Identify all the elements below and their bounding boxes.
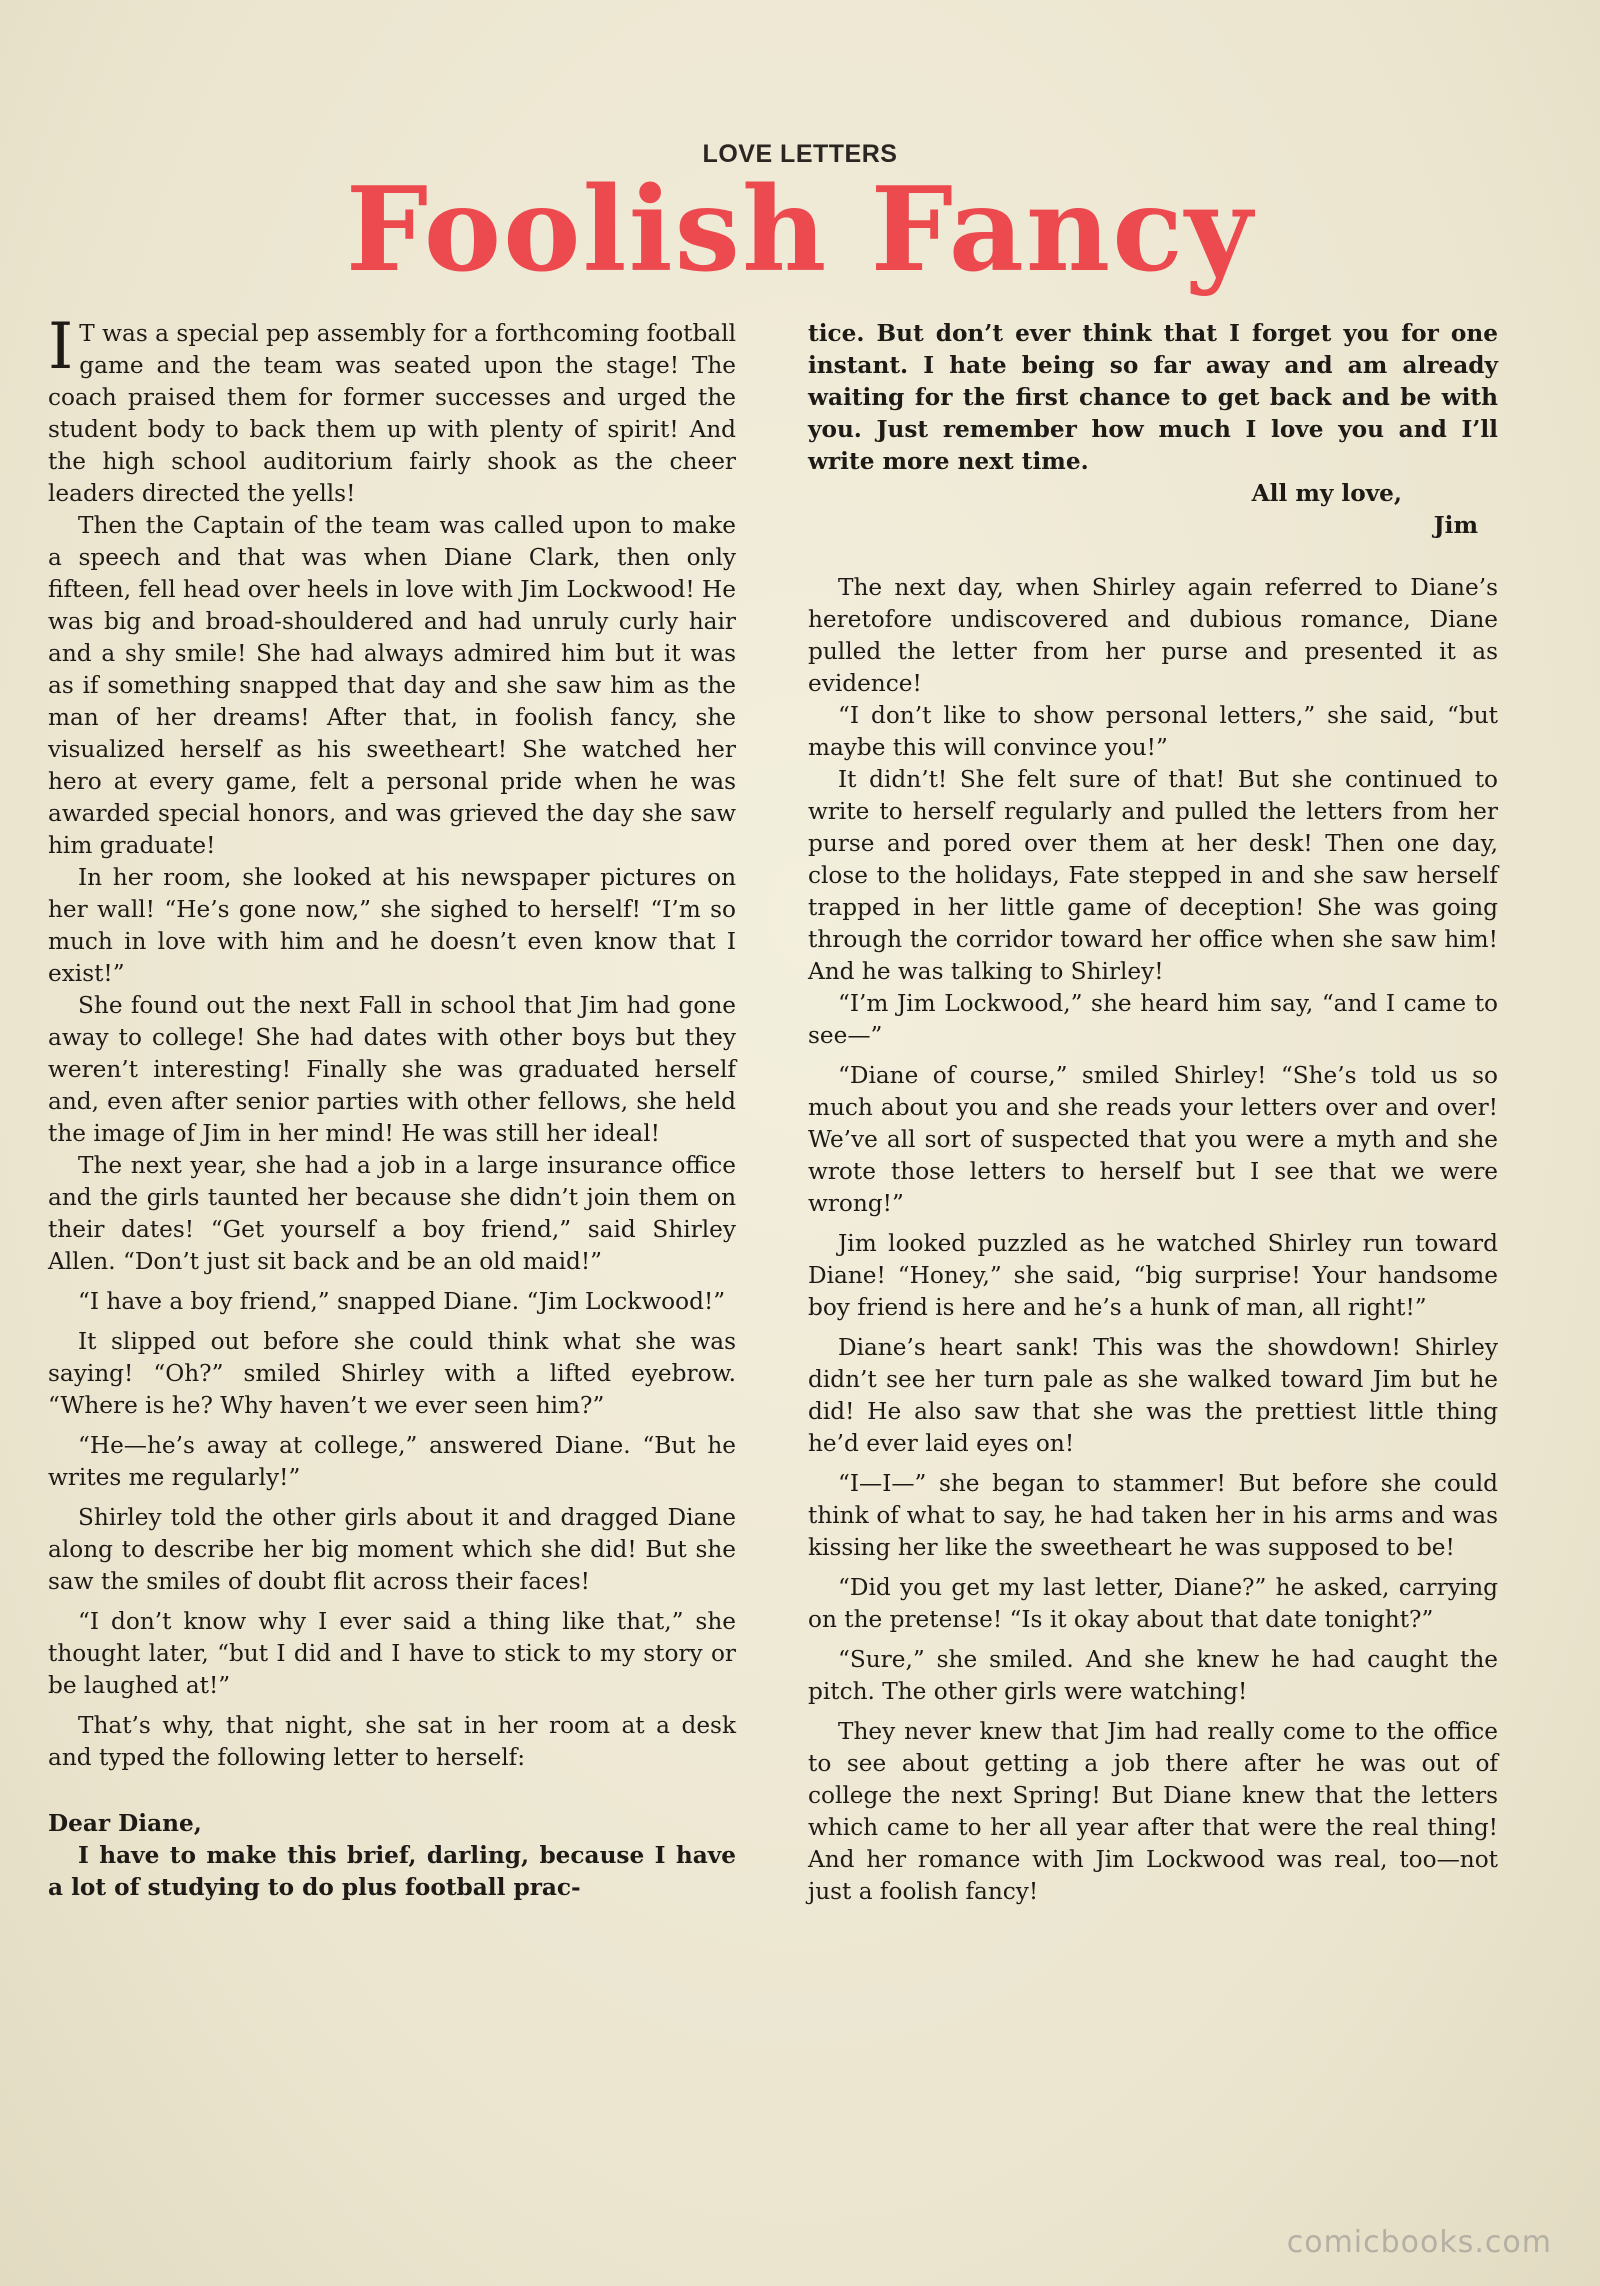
story-title: Foolish Fancy (345, 162, 1255, 298)
paragraph: Shirley told the other girls about it and dragged Diane along to describe her big moment which she did! But she saw the smiles of doubt flit across their faces! (48, 1504, 736, 1595)
letter-body-end: tice. But don’t ever think that I forget you for one instant. I hate being so far away and am already waiting for the first chance to get back and be with you. Just remember how much I love you and I’ll write more next time. (808, 320, 1498, 475)
paragraph: “I don’t like to show personal letters,” she said, “but maybe this will convince you!” (808, 702, 1498, 761)
paragraph: “I—I—” she began to stammer! But before she could think of what to say, he had taken her in his arms and was kissing her like the sweetheart he was supposed to be! (808, 1470, 1498, 1561)
drop-cap: I (48, 310, 74, 384)
paragraph: In her room, she looked at his newspaper pictures on her wall! “He’s gone now,” she sighed to herself! “I’m so much in love with him and he doesn’t even know that I exist!” (48, 864, 736, 987)
paragraph: “I don’t know why I ever said a thing like that,” she thought later, “but I did and I have to stick to my story or be laughed at!” (48, 1608, 736, 1699)
right-column (808, 318, 1498, 2148)
left-column (48, 310, 736, 2148)
paragraph: Diane’s heart sank! This was the showdown! Shirley didn’t see her turn pale as she walked toward Jim but he did! He also saw that she was the prettiest little thing he’d ever laid eyes on! (808, 1334, 1498, 1457)
paragraph: “Diane of course,” smiled Shirley! “She’s told us so much about you and she reads your letters over and over! We’ve all sort of suspected that you were a myth and she wrote those letters to herself but I see that we were wrong!” (808, 1062, 1498, 1217)
letter-salutation: Dear Diane, (48, 1810, 202, 1837)
paragraph: “Sure,” she smiled. And she knew he had caught the pitch. The other girls were watching! (808, 1646, 1498, 1705)
paragraph: Jim looked puzzled as he watched Shirley run toward Diane! “Honey,” she said, “big surprise! Your handsome boy friend is here and he’s a hunk of man, all right!” (808, 1230, 1498, 1321)
paragraph: “Did you get my last letter, Diane?” he asked, carrying on the pretense! “Is it okay about that date tonight?” (808, 1574, 1498, 1633)
paragraph: They never knew that Jim had really come to the office to see about getting a job there after he was out of college the next Spring! But Diane knew that the letters which came to her all year after that were the real thing! And her romance with Jim Lockwood was real, too—not just a foolish fancy! (808, 1718, 1498, 1905)
paragraph: She found out the next Fall in school that Jim had gone away to college! She had dates with other boys but they weren’t interesting! Finally she was graduated herself and, even after senior parties with other fellows, she held the image of Jim in her mind! He was still her ideal! (48, 992, 736, 1147)
letter-body-start: I have to make this brief, darling, because I have a lot of studying to do plus football prac- (48, 1842, 736, 1901)
paragraph: That’s why, that night, she sat in her room at a desk and typed the following letter to herself: (48, 1712, 736, 1771)
series-title: LOVE LETTERS (702, 140, 898, 168)
paragraph: The next year, she had a job in a large insurance office and the girls taunted her because she didn’t join them on their dates! “Get yourself a boy friend,” said Shirley Allen. “Don’t just sit back and be an old maid!” (48, 1152, 736, 1275)
paragraph: “He—he’s away at college,” answered Diane. “But he writes me regularly!” (48, 1432, 736, 1491)
paragraph: It didn’t! She felt sure of that! But she continued to write to herself regularly and pulled the letters from her purse and pored over them at her desk! Then one day, close to the holidays, Fate stepped in and she saw herself trapped in her little game of deception! She was going through the corridor toward her office when she saw him! And he was talking to Shirley! (808, 766, 1498, 985)
source-watermark: comicbooks.com (1286, 2225, 1552, 2260)
paragraph: It slipped out before she could think what she was saying! “Oh?” smiled Shirley with a lifted eyebrow. “Where is he? Why haven’t we ever seen him?” (48, 1328, 736, 1419)
letter-closing: All my love, (1251, 480, 1402, 507)
letter-signature: Jim (1433, 512, 1478, 539)
paragraph: “I’m Jim Lockwood,” she heard him say, “and I came to see—” (808, 990, 1498, 1049)
paragraph: The next day, when Shirley again referred to Diane’s heretofore undiscovered and dubious romance, Diane pulled the letter from her purse and presented it as evidence! (808, 574, 1498, 697)
paragraph: I T was a special pep assembly for a forthcoming football game and the team was seated upon the stage! The coach praised them for former successes and urged the student body to back them up with plenty of spirit! And the high school auditorium fairly shook as the cheer leaders directed the yells! (48, 310, 736, 507)
paragraph: “I have a boy friend,” snapped Diane. “Jim Lockwood!” (78, 1288, 726, 1315)
paragraph: Then the Captain of the team was called upon to make a speech and that was when Diane Clark, then only fifteen, fell head over heels in love with Jim Lockwood! He was big and broad-shouldered and had unruly curly hair and a shy smile! She had always admired him but it was as if something snapped that day and she saw him as the man of her dreams! After that, in foolish fancy, she visualized herself as his sweetheart! She watched her hero at every game, felt a personal pride when he was awarded special honors, and was grieved the day she saw him graduate! (48, 512, 736, 859)
